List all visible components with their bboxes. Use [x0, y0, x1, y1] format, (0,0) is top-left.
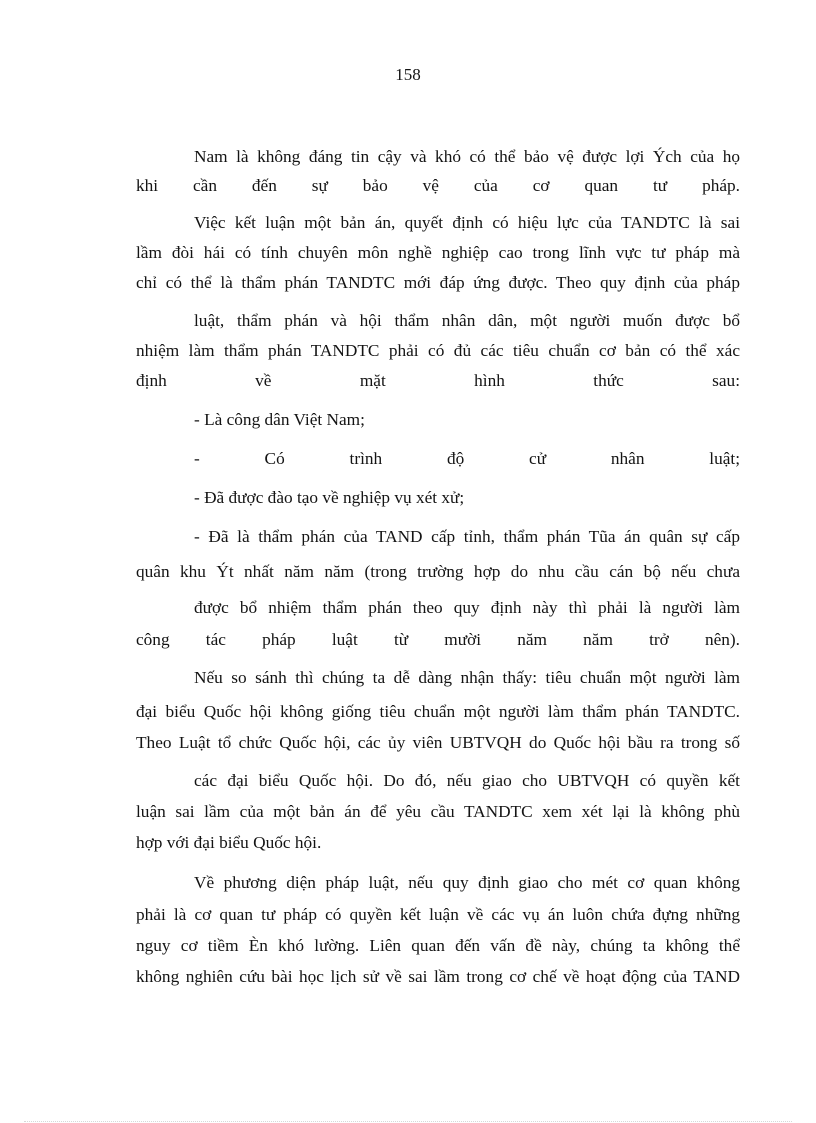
text-line: được bổ nhiệm thẩm phán theo quy định này thì phải là người làm [194, 598, 740, 617]
text-line: Nam là không đáng tin cậy và khó có thể bảo vệ được lợi Ých của họ [194, 147, 740, 166]
text-line: Theo Luật tổ chức Quốc hội, các ủy viên UBTVQH do Quốc hội bầu ra trong số [136, 733, 740, 752]
text-line: phải là cơ quan tư pháp có quyền kết luận về các vụ án luôn chứa đựng những [136, 905, 740, 924]
text-line: Việc kết luận một bản án, quyết định có hiệu lực của TANDTC là sai [194, 213, 740, 232]
list-item: - Có trình độ cử nhân luật; [194, 449, 740, 468]
text-line: lầm đòi hái có tính chuyên môn nghề nghiệp cao trong lĩnh vực tư pháp mà [136, 243, 740, 262]
text-line: không nghiên cứu bài học lịch sử về sai lầm trong cơ chế về hoạt động của TAND [136, 967, 740, 986]
text-line: luật, thẩm phán và hội thẩm nhân dân, một người muốn được bổ [194, 311, 740, 330]
text-line: nguy cơ tiềm Èn khó lường. Liên quan đến vấn đề này, chúng ta không thể [136, 936, 740, 955]
text-line: khi cần đến sự bảo vệ của cơ quan tư pháp. [136, 176, 740, 195]
text-line: định về mặt hình thức sau: [136, 371, 740, 390]
text-line: các đại biểu Quốc hội. Do đó, nếu giao cho UBTVQH có quyền kết [194, 771, 740, 790]
list-item: - Đã là thẩm phán của TAND cấp tỉnh, thẩm phán Tũa án quân sự cấp [194, 527, 740, 546]
text-line: Về phương diện pháp luật, nếu quy định giao cho mét cơ quan không [194, 873, 740, 892]
page-number: 158 [395, 65, 421, 84]
page-bottom-divider [24, 1121, 792, 1122]
text-line: công tác pháp luật từ mười năm năm trở nên). [136, 630, 740, 649]
text-line: chỉ có thể là thẩm phán TANDTC mới đáp ứng được. Theo quy định của pháp [136, 273, 740, 292]
text-line: Nếu so sánh thì chúng ta dễ dàng nhận thấy: tiêu chuẩn một người làm [194, 668, 740, 687]
list-item: - Đã được đào tạo về nghiệp vụ xét xử; [194, 488, 465, 507]
text-line: hợp với đại biểu Quốc hội. [136, 833, 322, 852]
text-line: luận sai lầm của một bản án để yêu cầu TANDTC xem xét lại là không phù [136, 802, 740, 821]
text-line: quân khu Ýt nhất năm năm (trong trường hợp do nhu cầu cán bộ nếu chưa [136, 562, 740, 581]
list-item: - Là công dân Việt Nam; [194, 410, 365, 429]
text-line: đại biểu Quốc hội không giống tiêu chuẩn một người làm thẩm phán TANDTC. [136, 702, 740, 721]
text-line: nhiệm làm thẩm phán TANDTC phải có đủ các tiêu chuẩn cơ bản có thể xác [136, 341, 740, 360]
